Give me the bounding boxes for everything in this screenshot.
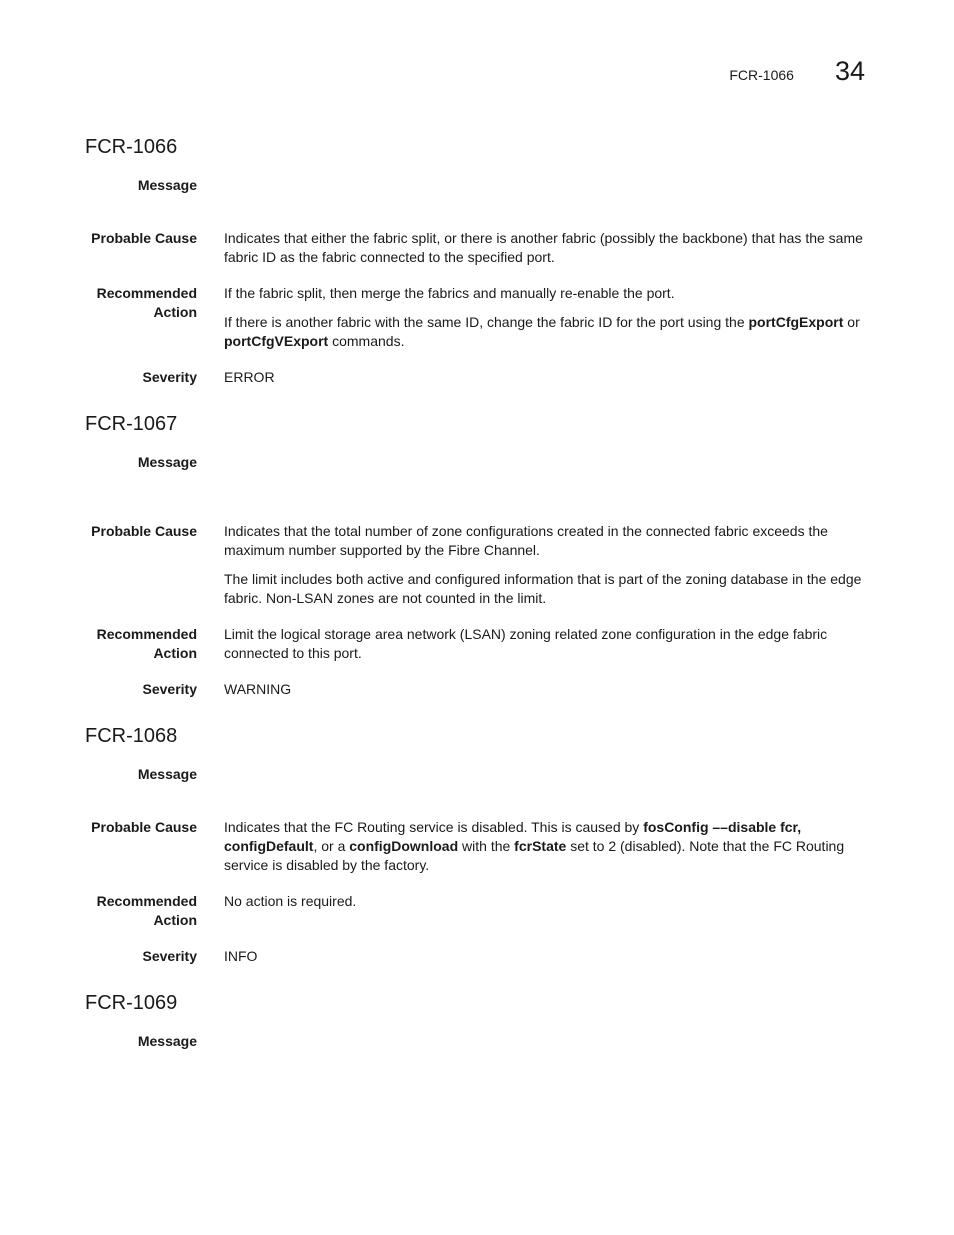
probable-cause-label: Probable Cause xyxy=(91,523,197,539)
recommended-action-row xyxy=(85,892,870,930)
message-body xyxy=(224,765,869,784)
message-label: Message xyxy=(137,1033,197,1049)
message-label: Message xyxy=(137,454,197,470)
severity-value: ERROR xyxy=(224,369,275,385)
severity-label: Severity xyxy=(142,948,197,964)
severity-value: INFO xyxy=(224,948,258,964)
probable-cause-text: Indicates that either the fabric split, or there is another fabric (possibly the backbone) that has the same fabric ID as the fabric connected to the specified port. xyxy=(224,230,863,265)
severity-value: WARNING xyxy=(224,681,292,697)
recommended-action-text: If the fabric split, then merge the fabrics and manually re-enable the port. If there is another fabric with the same ID, change the fabric ID for the port using the portCfgExport or portCfgVExport commands. xyxy=(224,285,860,349)
severity-label: Severity xyxy=(142,681,197,697)
message-body xyxy=(224,453,869,472)
probable-cause-label: Probable Cause xyxy=(91,819,197,835)
message-row xyxy=(85,1032,870,1051)
command-name: configDownload xyxy=(349,838,459,854)
command-name: fcrState xyxy=(514,838,567,854)
recommended-action-label: Recommended Action xyxy=(96,893,197,928)
severity-row xyxy=(85,368,870,387)
recommended-action-label: Recommended Action xyxy=(96,626,197,661)
recommended-action-row xyxy=(85,625,870,663)
recommended-action-text: Limit the logical storage area network (LSAN) zoning related zone configuration in the edge fabric connected to this port. xyxy=(224,626,828,661)
command-name: fosConfig ––disable fcr, xyxy=(643,819,802,835)
section-fcr-1066 xyxy=(85,134,870,387)
probable-cause-row xyxy=(85,522,870,608)
section-title: FCR-1066 xyxy=(85,136,178,158)
section-fcr-1068 xyxy=(85,723,870,966)
message-row xyxy=(85,176,870,195)
probable-cause-row xyxy=(85,818,870,875)
command-name: portCfgExport xyxy=(748,314,844,330)
command-name: configDefault xyxy=(224,838,314,854)
message-body xyxy=(224,1032,869,1051)
message-row xyxy=(85,453,870,472)
probable-cause-row xyxy=(85,229,870,267)
recommended-action-label: Recommended Action xyxy=(96,285,197,320)
message-label: Message xyxy=(137,766,197,782)
message-row xyxy=(85,765,870,784)
section-fcr-1067 xyxy=(85,411,870,699)
section-title: FCR-1069 xyxy=(85,992,178,1014)
probable-cause-text: Indicates that the FC Routing service is disabled. This is caused by fosConfig ––disable fcr, configDefault, or a configDownload with the fcrState set to 2 (disabled). Note that the FC Routing service is disabled by the factory. xyxy=(224,819,845,873)
page-header xyxy=(729,56,865,87)
section-title: FCR-1067 xyxy=(85,413,178,435)
severity-row xyxy=(85,947,870,966)
chapter-number: 34 xyxy=(834,56,865,86)
message-body xyxy=(224,176,869,195)
recommended-action-row xyxy=(85,284,870,351)
recommended-action-text: No action is required. xyxy=(224,893,357,909)
section-title: FCR-1068 xyxy=(85,725,178,747)
severity-row xyxy=(85,680,870,699)
running-title: FCR-1066 xyxy=(729,67,794,83)
page-content xyxy=(85,134,870,1075)
severity-label: Severity xyxy=(142,369,197,385)
section-fcr-1069 xyxy=(85,990,870,1051)
probable-cause-text: Indicates that the total number of zone configurations created in the connected fabric exceeds the maximum number supported by the Fibre Channel. The limit includes both active and configured information that is part of the zoning database in the edge fabric. Non-LSAN zones are not counted in the limit. xyxy=(224,523,862,606)
probable-cause-label: Probable Cause xyxy=(91,230,197,246)
message-label: Message xyxy=(137,177,197,193)
command-name: portCfgVExport xyxy=(224,333,329,349)
